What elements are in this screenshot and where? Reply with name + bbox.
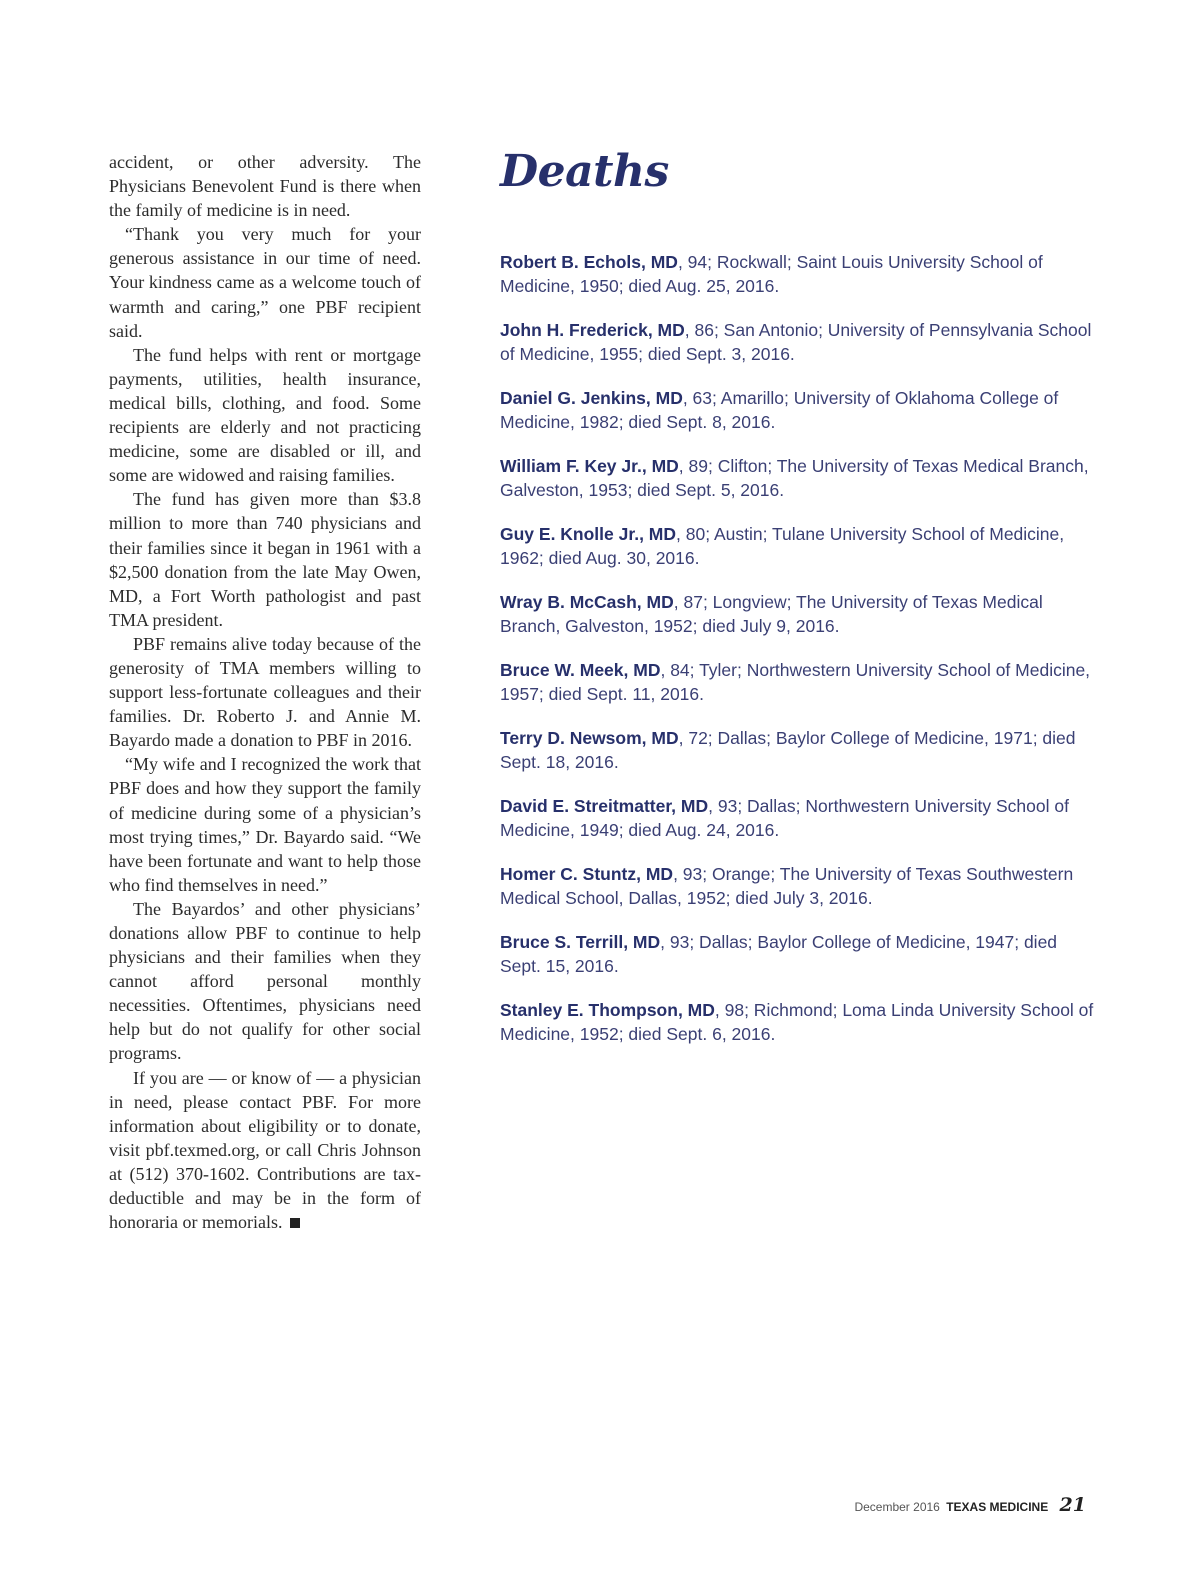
obituary-name: Stanley E. Thompson, MD [500,1000,715,1020]
obituary-details: , 87; Longview; The University of Texas Medical Branch, Galveston, 1952; died July 9, 2016. [500,592,1043,636]
obituary-name: William F. Key Jr., MD [500,456,679,476]
obituary-entry [500,386,1100,434]
article-column [109,150,421,1234]
obituary-entry [500,522,1100,570]
obituary-name: Wray B. McCash, MD [500,592,674,612]
article-paragraph: “Thank you very much for your generous assistance in our time of need. Your kindness came as a welcome touch of warmth and caring,” one PBF recipient said. [109,224,421,341]
article-paragraph: The fund helps with rent or mortgage payments, utilities, health insurance, medical bills, clothing, and food. Some recipients are elderly and not practicing medicine, some are disabled or ill, and some are widowed and raising families. [109,344,421,486]
article-paragraph: The Bayardos’ and other physicians’ donations allow PBF to continue to help physicians and their families when they cannot afford personal monthly necessities. Oftentimes, physicians need help but do not qualify for other social programs. [109,898,421,1064]
obituary-entry [500,454,1100,502]
obituary-name: Bruce S. Terrill, MD [500,932,661,952]
article-paragraph: accident, or other adversity. The Physicians Benevolent Fund is there when the family of medicine is in need. [109,152,421,221]
footer-magazine-name: TEXAS MEDICINE [946,1500,1049,1514]
obituary-details: , 86; San Antonio; University of Pennsylvania School of Medicine, 1955; died Sept. 3, 2016. [500,320,1092,364]
obituary-entry [500,794,1100,842]
obituary-name: Homer C. Stuntz, MD [500,864,674,884]
obituary-details: , 63; Amarillo; University of Oklahoma College of Medicine, 1982; died Sept. 8, 2016. [500,388,1059,432]
obituary-details: , 89; Clifton; The University of Texas Medical Branch, Galveston, 1953; died Sept. 5, 2016. [500,456,1089,500]
deaths-heading: Deaths [500,146,669,197]
obituary-name: Bruce W. Meek, MD [500,660,661,680]
obituary-name: David E. Streitmatter, MD [500,796,709,816]
obituary-details: , 80; Austin; Tulane University School of Medicine, 1962; died Aug. 30, 2016. [500,524,1065,568]
obituary-entry [500,930,1100,978]
obituary-details: , 93; Orange; The University of Texas Southwestern Medical School, Dallas, 1952; died July 3, 2016. [500,864,1074,908]
obituary-name: Daniel G. Jenkins, MD [500,388,683,408]
end-of-article-square-icon [290,1218,300,1228]
obituary-entry [500,862,1100,910]
obituary-name: Guy E. Knolle Jr., MD [500,524,677,544]
obituary-name: Robert B. Echols, MD [500,252,678,272]
obituary-entry [500,590,1100,638]
obituary-name: Terry D. Newsom, MD [500,728,679,748]
article-last-paragraph [109,1066,421,1235]
obituary-entry [500,726,1100,774]
obituary-entry [500,658,1100,706]
obituary-entry [500,250,1100,298]
obituary-details: , 72; Dallas; Baylor College of Medicine, 1971; died Sept. 18, 2016. [500,728,1076,772]
obituary-details: , 93; Dallas; Baylor College of Medicine, 1947; died Sept. 15, 2016. [500,932,1058,976]
footer-date: December 2016 [854,1500,940,1514]
obituary-entry [500,318,1100,366]
article-paragraph: PBF remains alive today because of the generosity of TMA members willing to support less-fortunate colleagues and their families. Dr. Roberto J. and Annie M. Bayardo made a donation to PBF in 2016. [109,633,421,751]
obituary-details: , 94; Rockwall; Saint Louis University School of Medicine, 1950; died Aug. 25, 2016. [500,252,1043,296]
obituary-details: , 98; Richmond; Loma Linda University School of Medicine, 1952; died Sept. 6, 2016. [500,1000,1094,1044]
obituary-details: , 93; Dallas; Northwestern University School of Medicine, 1949; died Aug. 24, 2016. [500,796,1069,840]
article-paragraph: “My wife and I recognized the work that PBF does and how they support the family of medicine during some of a physician’s most trying times,” Dr. Bayardo said. “We have been fortunate and want to help those who find themselves in need.” [109,754,421,895]
obituary-name: John H. Frederick, MD [500,320,685,340]
obituary-entry [500,998,1100,1046]
obituary-details: , 84; Tyler; Northwestern University School of Medicine, 1957; died Sept. 11, 2016. [500,660,1091,704]
article-paragraph-text: If you are — or know of — a physician in need, please contact PBF. For more information about eligibility or to donate, visit pbf.texmed.org, or call Chris Johnson at (512) 370-1602. Contributions are tax-deductible and may be in the form of honoraria or memorials. [109,1067,421,1233]
page-footer [854,1494,1086,1516]
article-paragraph: The fund has given more than $3.8 million to more than 740 physicians and their families since it began in 1961 with a $2,500 donation from the late May Owen, MD, a Fort Worth pathologist and past TMA president. [109,489,421,630]
page-number: 21 [1059,1494,1086,1516]
deaths-column [500,140,1100,1066]
